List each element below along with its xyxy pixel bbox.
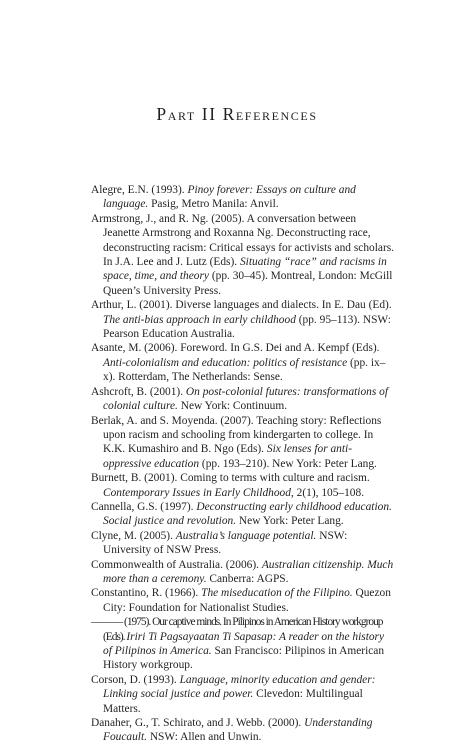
reference-entry: Constantino, R. (1966). The miseducation of the Filipino. Quezon City: Foundation for Nationalist Studies. <box>91 587 391 614</box>
reference-entry: Commonwealth of Australia. (2006). Australian citizenship. Much more than a ceremony. Canberra: AGPS. <box>91 558 394 585</box>
reference-list <box>91 183 395 745</box>
reference-entry: ——— (1975). Our captive minds. In Pilipinos in American History workgroup (Eds). Iriri Ti Pagsayaatan Ti Sapasap: A reader on the history of Pilipinos in America. San Francisco: Pilipinos in American History workgroup. <box>91 616 385 672</box>
reference-entry: Armstrong, J., and R. Ng. (2005). A conversation between Jeanette Armstrong and Roxanna Ng. Deconstructing race, deconstructing racism: Critical essays for activists and scholars. In J.A. Lee and J. Lutz (Eds). Situating “race” and racisms in space, time, and theory (pp. 30–45). Montreal, London: McGill Queen’s University Press. <box>91 212 395 297</box>
section-title: Part II References <box>156 104 318 124</box>
reference-entry: Alegre, E.N. (1993). Pinoy forever: Essays on culture and language. Pasig, Metro Manila: Anvil. <box>91 184 356 211</box>
reference-entry: Danaher, G., T. Schirato, and J. Webb. (2000). Understanding Foucault. NSW: Allen and Unwin. <box>91 717 373 744</box>
reference-entry: Berlak, A. and S. Moyenda. (2007). Teaching story: Reflections upon racism and schooling from kindergarten to college. In K.K. Kumashiro and B. Ngo (Eds). Six lenses for anti-oppressive education (pp. 193–210). New York: Peter Lang. <box>91 414 382 470</box>
reference-entry: Ashcroft, B. (2001). On post-colonial futures: transformations of colonial culture. New York: Continuum. <box>91 385 389 413</box>
reference-entry: Asante, M. (2006). Foreword. In G.S. Dei and A. Kempf (Eds). Anti-colonialism and education: politics of resistance (pp. ix–x). Rotterdam, The Netherlands: Sense. <box>91 342 386 384</box>
reference-entry: Burnett, B. (2001). Coming to terms with culture and racism. Contemporary Issues in Early Childhood, 2(1), 105–108. <box>91 472 370 499</box>
reference-entry: Clyne, M. (2005). Australia’s language potential. NSW: University of NSW Press. <box>91 529 348 557</box>
reference-entry: Arthur, L. (2001). Diverse languages and dialects. In E. Dau (Ed). The anti-bias approach in early childhood (pp. 95–113). NSW: Pearson Education Australia. <box>91 299 392 341</box>
reference-entry: Cannella, G.S. (1997). Deconstructing early childhood education. Social justice and revolution. New York: Peter Lang. <box>91 500 392 528</box>
reference-entry: Corson, D. (1993). Language, minority education and gender: Linking social justice and power. Clevedon: Multilingual Matters. <box>91 673 376 715</box>
